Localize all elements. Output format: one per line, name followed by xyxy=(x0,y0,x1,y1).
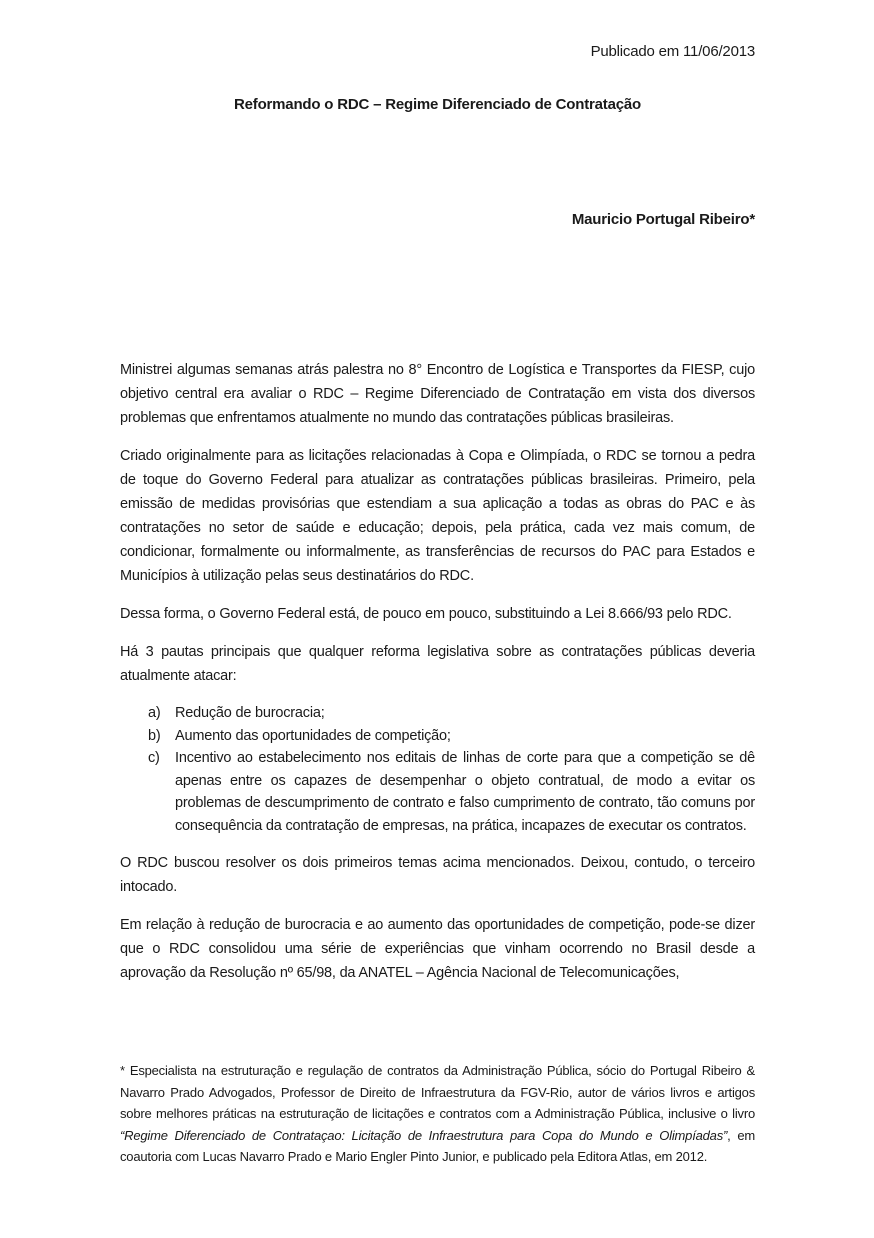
footnote xyxy=(120,1060,755,1168)
footnote-text-before: * Especialista na estruturação e regulação de contratos da Administração Pública, sócio do Portugal Ribeiro & Navarro Prado Advogados, Professor de Direito de Infraestrutura da FGV-Rio, autor de vários livros e artigos sobre melhores práticas na estruturação de licitações e contratos com a Administração Pública, inclusive o livro xyxy=(120,1063,755,1121)
agenda-list xyxy=(120,702,755,837)
list-marker-b: b) xyxy=(148,727,161,744)
paragraph-pautas-lead: Há 3 pautas principais que qualquer reforma legislativa sobre as contratações públicas deveria atualmente atacar: xyxy=(120,644,755,684)
document-body xyxy=(120,358,755,985)
published-date: Publicado em 11/06/2013 xyxy=(590,43,755,60)
author-byline: Mauricio Portugal Ribeiro* xyxy=(571,211,755,228)
list-item-c xyxy=(148,747,755,837)
paragraph-rdc-origin: Criado originalmente para as licitações relacionadas à Copa e Olimpíada, o RDC se tornou a pedra de toque do Governo Federal para atualizar as contratações públicas brasileiras. Primeiro, pela emissão de medidas provisórias que estendiam a sua aplicação a todas as obras do PAC e às contratações no setor de saúde e educação; depois, pela prática, cada vez mais comum, de condicionar, formalmente ou informalmente, as transferências de recursos do PAC para Estados e Municípios à utilização pelas seus destinatários do RDC. xyxy=(120,448,755,584)
list-item-b-text: Aumento das oportunidades de competição; xyxy=(175,727,451,744)
paragraph-burocracia: Em relação à redução de burocracia e ao aumento das oportunidades de competição, pode-se dizer que o RDC consolidou uma série de experiências que vinham ocorrendo no Brasil desde a aprovação da Resolução nº 65/98, da ANATEL – Agência Nacional de Telecomunicações, xyxy=(120,917,755,981)
paragraph-lei-8666: Dessa forma, o Governo Federal está, de pouco em pouco, substituindo a Lei 8.666/93 pelo RDC. xyxy=(120,606,732,622)
list-item-c-text: Incentivo ao estabelecimento nos editais de linhas de corte para que a competição se dê apenas entre os capazes de desempenhar o objeto contratual, de modo a evitar os problemas de descumprimento de contrato e falso cumprimento de contrato, tão comuns por consequência da contratação de empresas, na prática, incapazes de executar os contratos. xyxy=(175,750,755,834)
list-item-a-text: Redução de burocracia; xyxy=(175,705,325,721)
document-title: Reformando o RDC – Regime Diferenciado de Contratação xyxy=(234,96,641,113)
list-marker-c: c) xyxy=(148,750,160,766)
paragraph-rdc-result: O RDC buscou resolver os dois primeiros temas acima mencionados. Deixou, contudo, o terceiro intocado. xyxy=(120,855,755,895)
list-item-a xyxy=(148,702,755,725)
list-marker-a: a) xyxy=(148,705,161,721)
list-item-b xyxy=(148,725,755,748)
footnote-book-title: “Regime Diferenciado de Contrataçao: Licitação de Infraestrutura para Copa do Mundo e Olimpíadas” xyxy=(120,1127,728,1143)
footnote-text-after: , em coautoria com Lucas Navarro Prado e Mario Engler Pinto Junior, e publicado pela Editora Atlas, em 2012. xyxy=(120,1127,755,1164)
paragraph-intro: Ministrei algumas semanas atrás palestra no 8° Encontro de Logística e Transportes da FIESP, cujo objetivo central era avaliar o RDC – Regime Diferenciado de Contratação em vista dos diversos problemas que enfrentamos atualmente no mundo das contratações públicas brasileiras. xyxy=(120,362,755,426)
